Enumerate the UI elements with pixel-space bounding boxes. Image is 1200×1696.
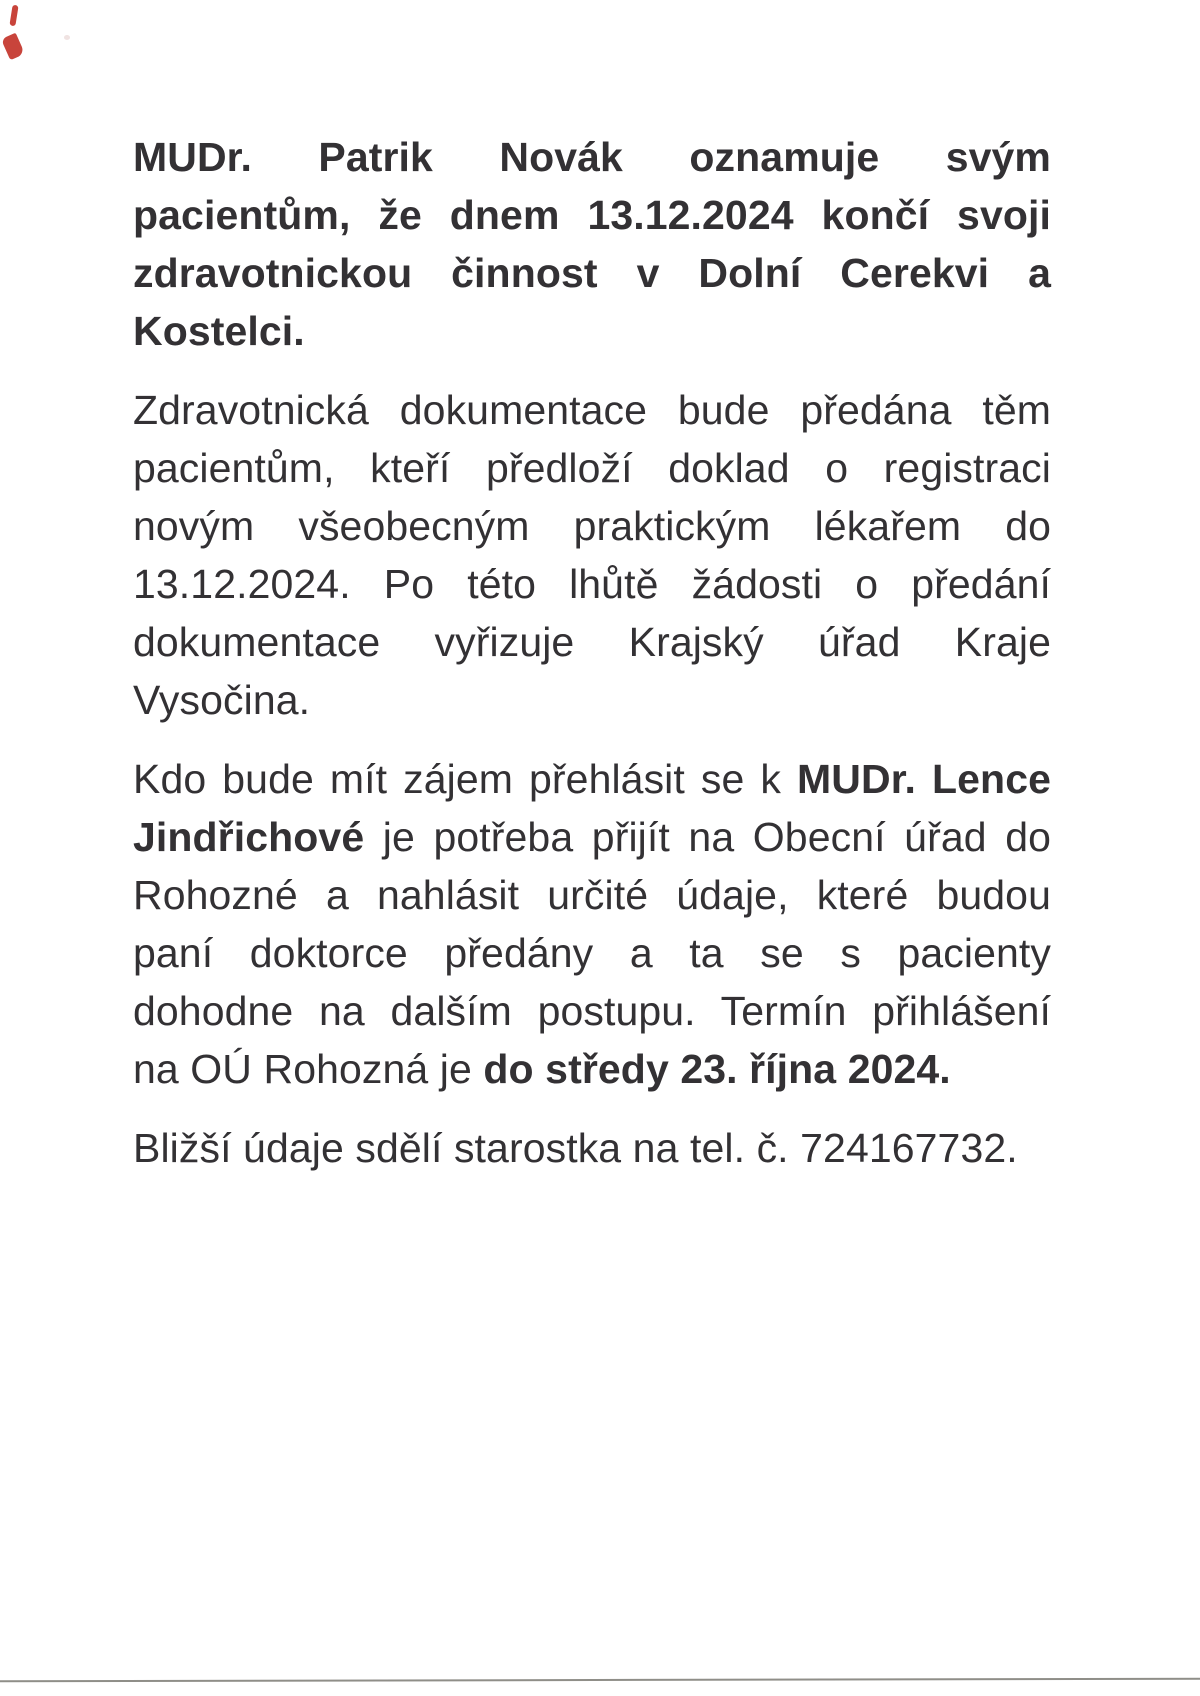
text-line [133, 1119, 1051, 1177]
text-line [133, 497, 1051, 555]
scan-bottom-edge [0, 1678, 1200, 1683]
bold-text-segment: Jindřichové [133, 814, 365, 860]
text-line [133, 555, 1051, 613]
paragraph-announcement [133, 128, 1051, 360]
paragraph-transfer-instructions [133, 750, 1051, 1098]
text-line [133, 381, 1051, 439]
text-segment: dokumentace vyřizuje Krajský úřad Kraje [133, 619, 1051, 665]
text-segment: pacientům, že dnem 13.12.2024 končí svoji [133, 192, 1051, 238]
text-segment: je potřeba přijít na Obecní úřad do [364, 814, 1051, 860]
paragraph-contact [133, 1119, 1051, 1177]
text-segment: Rohozné a nahlásit určité údaje, které budou [133, 872, 1051, 918]
text-segment: pacientům, kteří předloží doklad o registraci [133, 445, 1051, 491]
text-segment: Vysočina. [133, 677, 311, 723]
text-line [133, 128, 1051, 186]
text-segment: zdravotnickou činnost v Dolní Cerekvi a [133, 250, 1051, 296]
bold-text-segment: MUDr. Lence [797, 756, 1051, 802]
scan-speck [64, 35, 70, 40]
text-segment: na OÚ Rohozná je [133, 1046, 484, 1092]
text-segment: Zdravotnická dokumentace bude předána těm [133, 387, 1051, 433]
text-line [133, 671, 1051, 729]
document-text [133, 128, 1051, 1198]
bold-text-segment: do středy 23. října 2024. [483, 1046, 951, 1092]
text-segment: paní doktorce předány a ta se s pacienty [133, 930, 1051, 976]
text-line [133, 982, 1051, 1040]
text-line [133, 302, 1051, 360]
red-pen-mark-1 [9, 5, 18, 27]
text-line [133, 186, 1051, 244]
text-line [133, 244, 1051, 302]
text-line [133, 439, 1051, 497]
text-segment: Bližší údaje sdělí starostka na tel. č. 724167732. [133, 1125, 1018, 1171]
text-segment: Kdo bude mít zájem přehlásit se k [133, 756, 798, 802]
text-segment: MUDr. Patrik Novák oznamuje svým [133, 134, 1051, 180]
text-line [133, 866, 1051, 924]
text-line [133, 1040, 1051, 1098]
text-segment: novým všeobecným praktickým lékařem do [133, 503, 1051, 549]
text-segment: 13.12.2024. Po této lhůtě žádosti o předání [133, 561, 1051, 607]
text-segment: dohodne na dalším postupu. Termín přihlášení [133, 988, 1051, 1034]
text-line [133, 613, 1051, 671]
text-line [133, 924, 1051, 982]
paragraph-documentation [133, 381, 1051, 729]
text-line [133, 808, 1051, 866]
red-pen-mark-2 [1, 33, 25, 61]
text-segment: Kostelci. [133, 308, 305, 354]
text-line [133, 750, 1051, 808]
